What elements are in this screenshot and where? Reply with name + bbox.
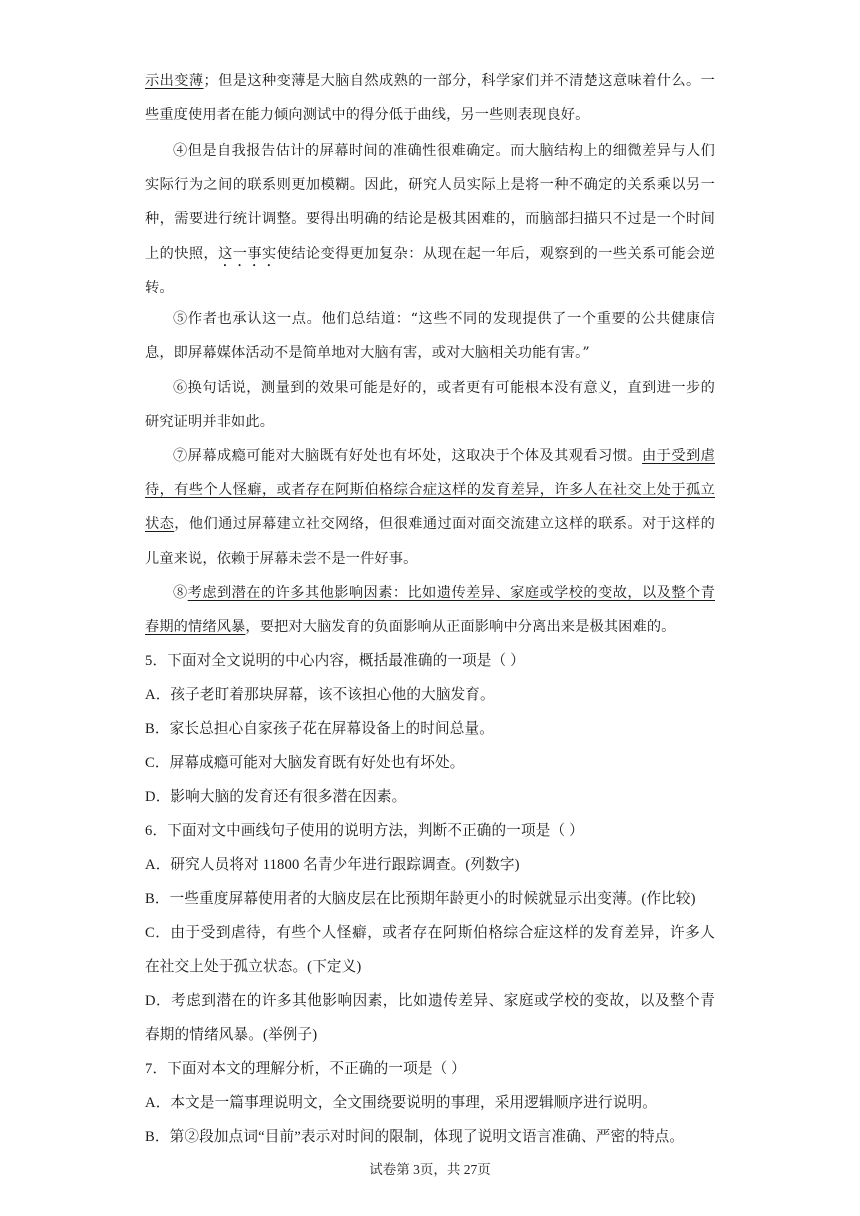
question-6-option-c: C．由于受到虐待，有些个人怪癖，或者存在阿斯伯格综合症这样的发育差异，许多人在社交上处于孤立状态。(下定义): [145, 925, 715, 976]
passage-paragraph-3-tail: [145, 64, 715, 132]
paragraph-text: ；但是这种变薄是大脑自然成熟的一部分，科学家们并不清楚这意味着什么。一些重度使用者在能力倾向测试中的得分低于曲线，另一些则表现良好。: [145, 73, 715, 124]
question-6-stem: 6．下面对文中画线句子使用的说明方法，判断不正确的一项是（ ）: [145, 823, 584, 839]
question-5-option-c: C．屏幕成瘾可能对大脑发育既有好处也有坏处。: [145, 755, 465, 771]
question-5-option-d: D．影响大脑的发育还有很多潜在因素。: [145, 789, 407, 805]
question-6-option-b: B．一些重度屏幕使用者的大脑皮层在比预期年龄更小的时候就显示出变薄。(作比较): [145, 891, 696, 907]
question-7-stem: 7．下面对本文的理解分析，不正确的一项是（ ）: [145, 1061, 466, 1077]
question-5-option-a: A．孩子老盯着那块屏幕，该不该担心他的大脑发育。: [145, 687, 495, 703]
underlined-phrase: 示出变薄: [145, 73, 204, 89]
paragraph-text: ⑦屏幕成瘾可能对大脑既有好处也有坏处，这取决于个体及其观看习惯。: [173, 448, 643, 464]
passage-paragraph-7: [145, 439, 715, 576]
underlined-sentence: 考虑到潜在的许多其他影响因素：比如遗传差异、家庭或学校的变故，以及整个青春期的情绪风暴: [145, 585, 716, 636]
paragraph-text: ，要把对大脑发育的负面影响从正面影响中分离出来是极其困难的。: [245, 619, 676, 636]
dotted-phrase: 这一事实: [218, 245, 277, 262]
paragraph-text: 使结论变得更加复杂：从现在起一年后，观察到的一些关系可能会逆转。: [145, 245, 715, 296]
question-5-option-b: B．家长总担心自家孩子花在屏幕设备上的时间总量。: [145, 721, 494, 737]
passage-paragraph-4: [145, 134, 715, 305]
question-6-option-a: A．研究人员将对 11800 名青少年进行跟踪调查。(列数字): [145, 857, 520, 873]
page-footer: 试卷第 3页，共 27页: [369, 1162, 491, 1177]
passage-paragraph-8: [145, 576, 715, 644]
passage-paragraph-5: ⑤作者也承认这一点。他们总结道：“这些不同的发现提供了一个重要的公共健康信息，即屏幕媒体活动不是简单地对大脑有害，或对大脑相关功能有害。”: [145, 311, 715, 362]
question-7-option-b: B．第②段加点词“目前”表示对时间的限制，体现了说明文语言准确、严密的特点。: [145, 1129, 685, 1145]
question-6-option-d: D．考虑到潜在的许多其他影响因素，比如遗传差异、家庭或学校的变故，以及整个青春期的情绪风暴。(举例子): [145, 993, 715, 1044]
question-5-stem: 5．下面对全文说明的中心内容，概括最准确的一项是（ ）: [145, 653, 525, 669]
paragraph-number: ⑧: [173, 585, 188, 601]
paragraph-text: ④但是自我报告估计的屏幕时间的准确性很难确定。而大脑结构上的细微差异与人们实际行为之间的联系则更加模糊。因此，研究人员实际上是将一种不确定的关系乘以另一种，需要进行统计调整。要得出明确的结论是极其困难的，而脑部扫描只不过是一个时间上的快照，: [145, 143, 715, 262]
question-7-option-a: A．本文是一篇事理说明文，全文围绕要说明的事理，采用逻辑顺序进行说明。: [145, 1095, 657, 1111]
passage-paragraph-6: ⑥换句话说，测量到的效果可能是好的，或者更有可能根本没有意义，直到进一步的研究证明并非如此。: [145, 380, 715, 431]
underlined-sentence: 由于受到虐待，有些个人怪癖，或者存在阿斯伯格综合症这样的发育差异，许多人在社交上处于孤立状态: [145, 448, 715, 533]
paragraph-text: ，他们通过屏幕建立社交网络，但很难通过面对面交流建立这样的联系。对于这样的儿童来说，依赖于屏幕未尝不是一件好事。: [145, 516, 715, 567]
